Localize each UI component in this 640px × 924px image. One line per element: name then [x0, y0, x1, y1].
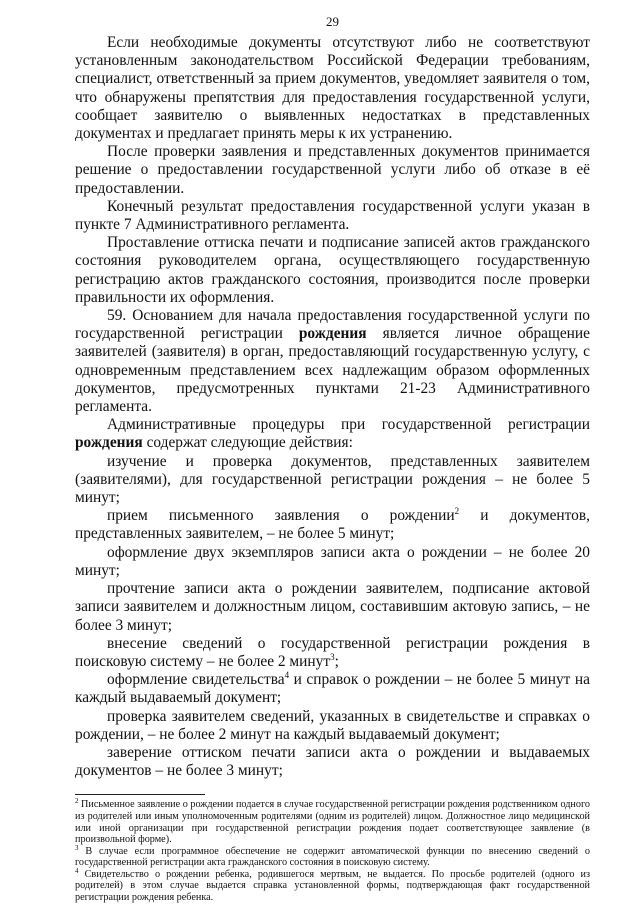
- footnote-ref: 3: [330, 651, 335, 662]
- footnote-mark: 2: [75, 797, 79, 806]
- text: проверка заявителем сведений, указанных в свидетельстве и справках о рождении, – не более 2 минут на каждый выдаваемый документ;: [75, 707, 590, 743]
- page-number: 29: [326, 14, 339, 29]
- text: Административные процедуры при государственной регистрации: [107, 416, 590, 434]
- paragraph-missing-documents: [75, 34, 590, 143]
- text: содержат следующие действия:: [142, 434, 353, 452]
- text: изучение и проверка документов, представленных заявителем (заявителями), для государственной регистрации рождения – не более 5 минут;: [75, 452, 590, 507]
- bold-term: рождения: [298, 325, 367, 343]
- document-body: [75, 34, 590, 780]
- list-item: [75, 671, 590, 707]
- paragraph-stamp: [75, 234, 590, 307]
- footnotes: [75, 799, 590, 903]
- text: заверение оттиском печати записи акта о рождении и выдаваемых документов – не более 3 минут;: [75, 743, 590, 780]
- footnote-3: [75, 843, 590, 869]
- list-item: [75, 580, 590, 635]
- footnote-divider: [75, 794, 205, 795]
- text: Конечный результат предоставления государственной услуги указан в пункте 7 Административного регламента.: [75, 197, 590, 234]
- footnote-text: Письменное заявление о рождении подается в случае государственной регистрации рождения родственником одного из родителей или иным уполномоченным родителями (одним из родителей) лицом. Должностное лицо медицинской или иной организации при государственной регистрации рождения подает соответствующее заявление (в произвольной форме).: [75, 799, 590, 846]
- footnote-mark: 3: [75, 843, 79, 852]
- list-item: [75, 544, 590, 580]
- text: Проставление оттиска печати и подписание записей актов гражданского состояния руководителем органа, осуществляющего государственную регистрацию актов гражданского состояния, производится после проверки правильности их оформления.: [75, 234, 590, 306]
- footnote-ref: 4: [284, 670, 290, 681]
- text: оформление двух экземпляров записи акта о рождении – не более 20 минут;: [75, 543, 590, 579]
- text: и справок о рождении – не более 5 минут на каждый выдаваемый документ;: [75, 671, 590, 707]
- paragraph-final-result: [75, 198, 590, 234]
- text: прочтение записи акта о рождении заявителем, подписание актовой записи заявителем и должностным лицом, составившим актовую запись, – не более 3 минут;: [75, 580, 590, 634]
- text: Если необходимые документы отсутствуют либо не соответствуют установленным законодательством Российской Федерации требованиям, специалист, ответственный за прием документов, уведомляет заявителя о том, что обнаружены препятствия для предоставления государственной услуги, сообщает заявителю о выявленных недостатках в представленных документах и предлагает принять меры к их устранению.: [75, 34, 590, 143]
- text: оформление свидетельства: [107, 671, 285, 689]
- footnote-2: [75, 799, 590, 845]
- list-item: [75, 635, 590, 671]
- text: После проверки заявления и представленных документов принимается решение о предоставлении государственной услуги либо об отказе в её предоставлении.: [75, 143, 590, 197]
- footnote-mark: 4: [75, 866, 79, 875]
- text: внесение сведений о государственной регистрации рождения в поисковую систему – не более 2 минут: [75, 634, 590, 670]
- text: 59. Основанием для начала предоставления государственной услуги по государственной регистрации: [75, 307, 590, 343]
- footnote-ref: 2: [454, 506, 460, 517]
- text: является личное обращение заявителей (заявителя) в орган, предоставляющий государственную услугу, с одновременным представлением всех надлежащим образом оформленных документов, предусмотренных пунктами 21-23 Административного регламента.: [75, 325, 590, 416]
- footnote-text: Свидетельство о рождении ребенка, родившегося мертвым, не выдается. По просьбе родителей (одного из родителей) в этом случае выдается справка установленной формы, подтверждающая факт государственной регистрации рождения ребенка.: [75, 868, 590, 904]
- text: прием письменного заявления о рождении: [107, 507, 455, 525]
- text: и документов, представленных заявителем, – не более 5 минут;: [75, 507, 590, 543]
- paragraph-decision: [75, 143, 590, 198]
- list-item: [75, 453, 590, 508]
- text: ;: [334, 652, 339, 670]
- paragraph-59: [75, 307, 590, 416]
- paragraph-procedures: [75, 416, 590, 452]
- footnote-text: В случае если программное обеспечение не содержит автоматической функции по внесению сведений о государственной регистрации акта гражданского состояния в поисковую систему.: [75, 845, 590, 869]
- bold-term: рождения: [75, 434, 143, 452]
- list-item: [75, 744, 590, 780]
- list-item: [75, 507, 590, 543]
- list-item: [75, 708, 590, 744]
- footnote-4: [75, 866, 590, 904]
